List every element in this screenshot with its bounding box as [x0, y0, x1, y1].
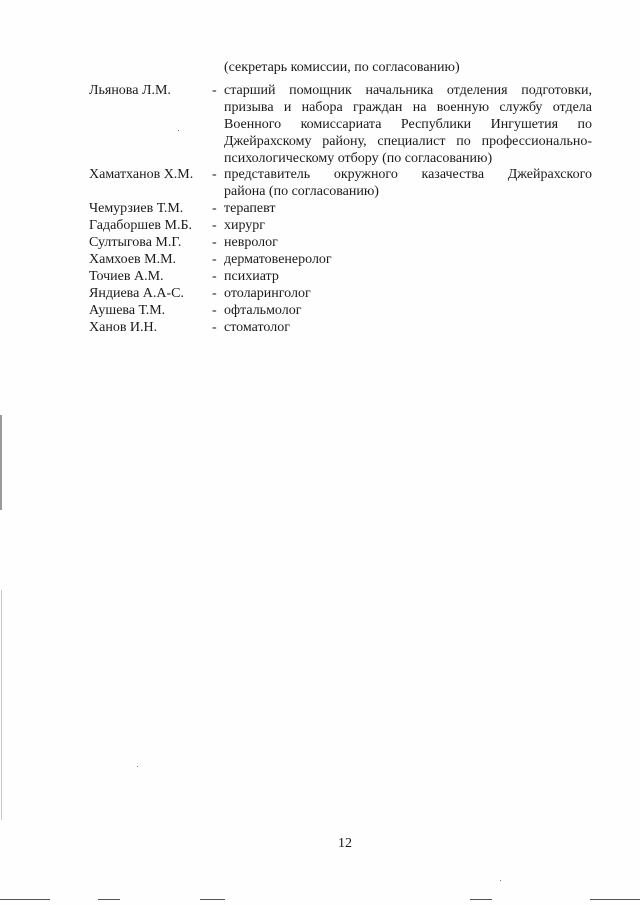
scan-bottom-line	[0, 899, 50, 900]
member-role-line: представитель окружного казачества Джейрахского	[224, 167, 592, 182]
page-number: 12	[338, 836, 352, 851]
member-dash: -	[212, 235, 217, 250]
member-dash: -	[212, 303, 217, 318]
secretary-note: (секретарь комиссии, по согласованию)	[224, 60, 460, 75]
member-name: Хамхоев М.М.	[89, 252, 177, 267]
scan-edge-mark	[1, 590, 2, 820]
member-role-line: призыва и набора граждан на военную службу отдела	[224, 100, 592, 115]
member-name: Султыгова М.Г.	[89, 235, 182, 250]
member-role-line: невролог	[224, 235, 278, 250]
member-role-line: стоматолог	[224, 320, 290, 335]
member-role-line: дерматовенеролог	[224, 252, 332, 267]
member-role-line: района (по согласованию)	[224, 184, 379, 199]
member-dash: -	[212, 320, 217, 335]
member-dash: -	[212, 167, 217, 182]
member-dash: -	[212, 286, 217, 301]
member-dash: -	[212, 269, 217, 284]
scan-edge-mark	[0, 415, 2, 510]
member-role-line: психиатр	[224, 269, 279, 284]
member-name: Хаматханов Х.М.	[89, 167, 194, 182]
member-dash: -	[212, 201, 217, 216]
scan-speck	[500, 880, 501, 881]
member-role-line: Джейрахскому району, специалист по профессионально-	[224, 134, 592, 149]
scan-bottom-line	[590, 899, 640, 900]
member-name: Яндиева А.А-С.	[89, 286, 185, 301]
member-role-line: хирург	[224, 218, 266, 233]
member-role-line: отоларинголог	[224, 286, 311, 301]
member-role-line: психологическому отбору (по согласованию)	[224, 151, 493, 166]
scan-bottom-line	[200, 899, 225, 900]
scan-bottom-line	[98, 899, 120, 900]
member-role-line: офтальмолог	[224, 303, 302, 318]
member-dash: -	[212, 218, 217, 233]
scan-speck	[137, 766, 138, 767]
member-role-line: терапевт	[224, 201, 276, 216]
member-name: Чемурзиев Т.М.	[89, 201, 184, 216]
scan-speck	[178, 130, 179, 131]
member-role-line: Военного комиссариата Республики Ингушетия по	[224, 117, 592, 132]
member-name: Льянова Л.М.	[89, 83, 171, 98]
member-dash: -	[212, 83, 217, 98]
member-role-line: старший помощник начальника отделения подготовки,	[224, 83, 592, 98]
member-name: Аушева Т.М.	[89, 303, 166, 318]
member-name: Ханов И.Н.	[89, 320, 158, 335]
member-name: Гадаборшев М.Б.	[89, 218, 193, 233]
scan-bottom-line	[470, 899, 492, 900]
member-name: Точиев А.М.	[89, 269, 164, 284]
member-dash: -	[212, 252, 217, 267]
